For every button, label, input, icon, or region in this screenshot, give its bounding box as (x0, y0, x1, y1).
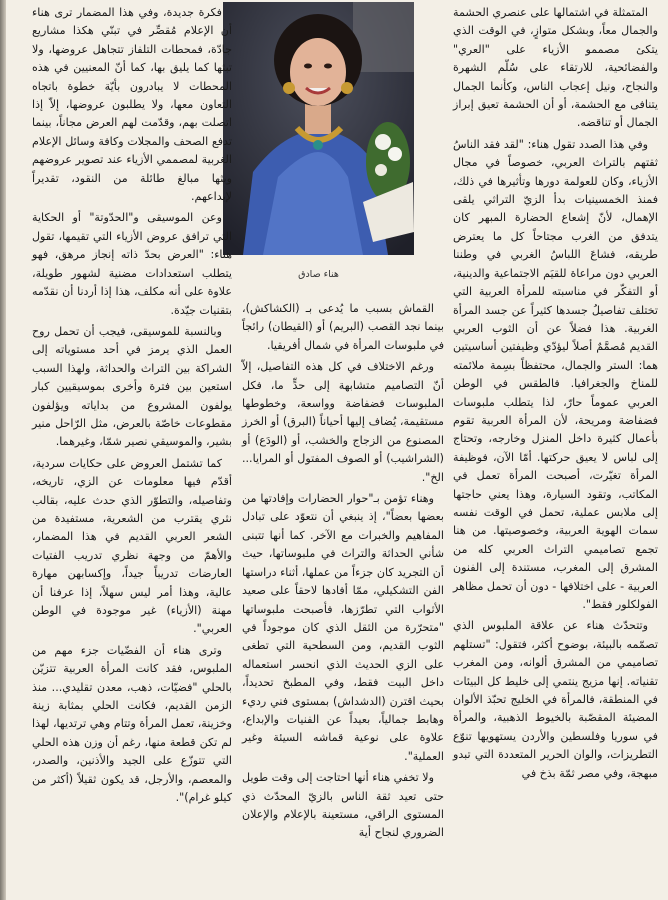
paragraph: وتتحدّث هناء عن علاقة الملبوس الذي تصمّمه بالبيئة، بوضوح أكثر، فتقول: "تستلهم تصاميمي من المشرق ألوانه، ومن المغرب تقنياته. إنها مزيج ينتمي إلى خليط كل البيئات في المنطقة، فالمرأة في الخليج تحبّذ الألوان المضيئة المقصّبة بالخيوط الذهبية، والمرأة في سوريا وفلسطين والأردن يستهويها تنوّع التطريزات، والوان الحرير المتعددة التي تبدو مبهجة، وفي مصر ثمّة بذخ في (453, 619, 658, 780)
paragraph: ولا تخفي هناء أنها احتاجت إلى وقت طويل حتى تعيد ثقة الناس بالزيّ المحدّث ذي المستوى الراقي، مستعينة بالإعلام والإعلان الضروري لنجاح أية (242, 771, 444, 840)
paragraph: وعن الموسيقى و"الحدّوتة" أو الحكاية التي ترافق عروض الأزياء التي تقيمها، تقول هناء: "العرض بحدّ ذاته إنجاز مرهق، فهو يتطلب استعدادات مضنية لشهور طويلة، علاوة على أنه مكلف، هذا إذا أردنا أن نقدّمه بتقنيات جيّدة. (32, 211, 232, 317)
paragraph: كما تشتمل العروض على حكايات سردية، أقدّم فيها معلومات عن الزي، تاريخه، وتفاصيله، والتطوّر الذي حدث عليه، بقالب نثري يقترب من الشعرية، مستفيدة من الشعر العربي القديم في هذا المضمار، والأهمّ من وجهة نظري تدريب الفتيات العارضات تدريباً جيداً، وإكسابهن مهارة عالية، وهذا أمر ليس سهلاً، إذا عرفنا أن مهنة (الأزياء) غير موجودة في الوطن العربي". (32, 456, 232, 636)
article-column-right (453, 4, 658, 786)
paragraph: وفي هذا الصدد تقول هناء: "لقد فقد الناسُ ثقتهم بالتراث العربي، خصوصاً في مجال الأزياء، وكان للعولمة دورها وتأثيرها في ذلك، فمنذ الخمسينيات بدأ الزيّ التراثي يلقى الإهمال، لأنّ إشعاع الحضارة المبهر كان يتدفق من الغرب مجتاحاً كل ما يعترض طريقه، فشاعَ اللباسُ الغربي في وطننا العربي دون مراعاة للقيَم الاجتماعية والدينية، أو التفكّر في مناسبته للمرأة العربية التي تختلف تفاصيلُ جسدها كثيراً عن جسد المرأة الغربية. هذا فضلاً عن أن الثوب العربي القديم مُصمَّمٌ أصلاً ليؤدّي وظيفتين أساسيتين هما: الستر والجمال، محتفظاً بسِمة ملائمته للمناخ والجغرافيا. فالطقس في الوطن العربي عموماً حارّ، لذا يتطلب ملبوسات فضفاضة ومريحة، لأن المرأة العربية تقوم بأعمال كثيرة داخل المنزل وخارجه، وتحتاج إلى لباس لا يعيق حركتها. أمّا الآن، فوظيفة المرأة تغيّرت، أصبحت المرأة تعمل في المكاتب، وتقود السيارة، وهذا يعني حاجتها إلى ملابس عملية، تحمل في الوقت نفسه سمات الهوية العربية، وخصوصيتها. من هنا تجمع تصاميمي التراث العربي كله من المشرق إلى المغرب، مستندة إلى الفنون العربية - على اختلافها - دون أن تحمل مظاهر الفولكلور فقط". (453, 137, 658, 611)
paragraph: وبالنسبة للموسيقى، فيجب أن تحمل روح العمل الذي يرمز في أحد مستوياته إلى الشراكة بين التراث والحداثة، ولهذا السبب استعين بين فترة وأخرى بموسيقيين كبار يولفون المشروع من بداياته ويؤلفون مقطوعات خاصّة بالعرض، مثل الرّاحل منير بشير، والموسيقي نصير شمّا، وغيرهما. (32, 324, 232, 449)
paragraph: فكرة جديدة، وفي هذا المضمار ترى هناء أن الإعلام مُقصِّر في تبنّي هكذا مشاريع جادّة، فمحطات التلفاز تتجاهل عروضها، ولا تبثها كما يليق بها، كما أنّ المعنيين في هذه المحطات لا يبادرون بأيّة خطوة باتجاه التعاون معها، ولا يطلبون عروضها، إلاّ إذا اتصلت بهم، وقدّمت لهم العرض مجاناً، بينما تدفع الصحف والمجلات وكافة وسائل الإعلام الغربية لمصممي الأزياء عند تصوير عروضهم وبثها مبالغ طائلة من النقود، تقديراً لإبداعهم. (32, 6, 232, 204)
portrait-illustration (223, 2, 414, 255)
paragraph: القماش بسبب ما يُدعى بـ (الكشاكش)، بينما نجد القصب (البريم) أو (القيطان) رائجاً في ملبوسات المرأة في شمال أفريقيا. (242, 302, 444, 352)
portrait-photo (223, 2, 414, 255)
photo-caption: هناء صادق (298, 269, 339, 280)
article-column-left (32, 4, 232, 810)
article-column-middle (242, 300, 444, 846)
paragraph: ورغم الاختلاف في كل هذه التفاصيل، إلاّ أنّ التصاميم متشابهة إلى حدٍّ ما، فكل الملبوسات فضفاضة وواسعة، وخطوطها مستقيمة، يُضاف إليها أحياناً (البرق) أو الخرز المصنوع من الزجاج والخشب، أو (الودَع) أو (الشراشيب) أو الصوف المفتول أو المرايا... الخ". (242, 360, 444, 484)
paragraph: المتمثلة في اشتمالها على عنصري الحشمة والجمال معاً، وبشكل متوازٍ، في الوقت الذي يتكئ مصممو الأزياء على "العري" والفضائحية، للارتقاء على سُلّم الشهرة والنجاح، ونيل إعجاب الناس، وكأنما الجمال يتنافى مع الحشمة، أو أن الحشمة تعيق إبراز الجمال أو تناقضه. (453, 6, 658, 130)
paragraph: وهناء تؤمن بـ"حوار الحضارات وإفادتها من بعضها بعضاً"، إذ ينبغي أن نتعوّد على تبادل المفاهيم والخبرات مع الآخر. كما أنها تتبنى شأني الحداثة والتراث في ملبوساتها، حيث أن التجريد كان جزءاً من عملها، أثناء دراستها الفن التشكيلي، ممّا أفادها لاحقاً على صعيد الأثواب التي تطرّزها، فأصبحت ملبوساتها "متحرّرة من الثقل الذي كان موجوداً في الثوب القديم، ومن السطحية التي تطغى على الزي الحديث الذي انحسر استعماله داخل البيت فقط، وفي المطبخ تحديداً، بحيث اقترن (الدشداش) بمستوى فني رديء وهابط جمالياً، بعيداً عن الفنيات والإبداع، علاوة على نوعية قماشه السيئة وغير العملية". (242, 492, 444, 763)
paragraph: وترى هناء أن الفضّيات جزء مهم من الملبوس، فقد كانت المرأة العربية تتزيّن بالحلي "فضيّات، ذهب، معدن تقليدي... منذ الزمن القديم، فكانت الحلي بمثابة زينة وخزينة، تعمل المرأة وتتام وهي ترتديها، لهذا لم تكن قطعة منها، رغم أن وزن هذه الحلي التي تتوزّع على الجيد والأذنين، والصدر، والمعصم، والأرجل، قد يكون ثقيلاً (أكثر من كيلو غرام)". (32, 643, 232, 805)
page-edge-shadow (0, 0, 6, 900)
